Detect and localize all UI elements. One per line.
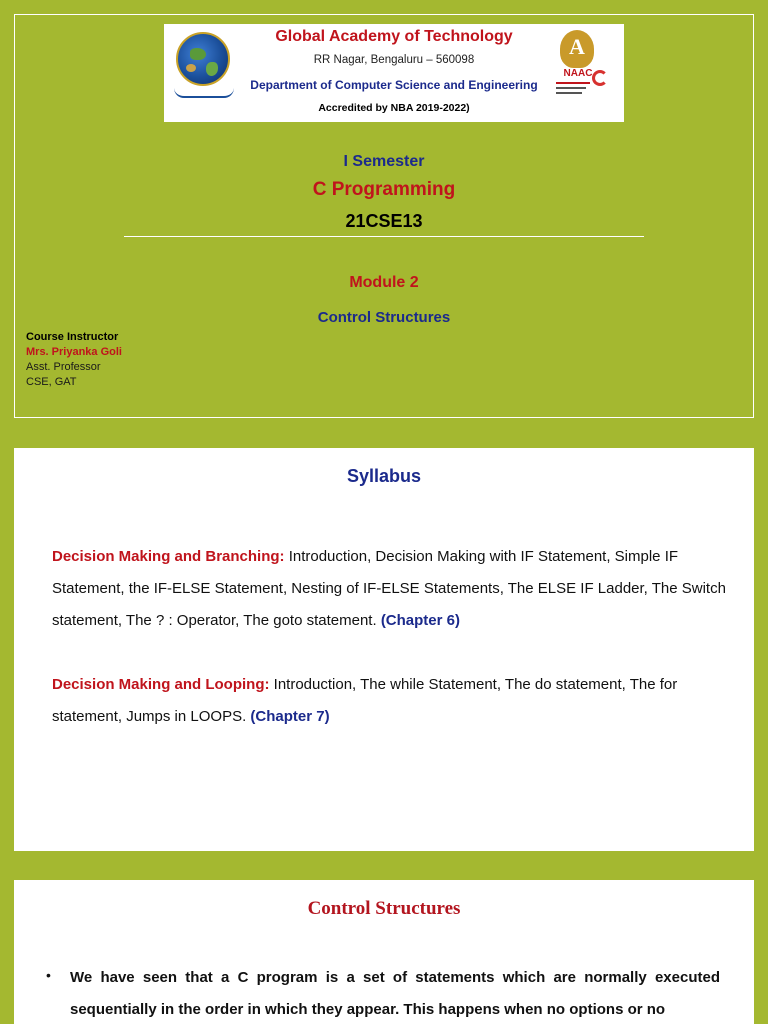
syllabus-paragraph-looping — [52, 669, 732, 733]
course-name: C Programming — [312, 179, 456, 200]
paragraph-body: Introduction, The while Statement, The do statement, The for statement, Jumps in LOOPS. — [52, 676, 678, 725]
title-slide — [0, 0, 768, 432]
syllabus-slide — [0, 448, 768, 866]
chapter-ref: (Chapter 7) — [250, 708, 330, 725]
instructor-designation: Asst. Professor — [26, 361, 101, 373]
instructor-heading: Course Instructor — [26, 331, 119, 343]
naac-badge-icon — [554, 30, 616, 112]
paragraph-lead: Decision Making and Looping: — [52, 676, 270, 693]
accreditation-note: Accredited by NBA 2019-2022) — [318, 102, 470, 114]
naac-label: NAAC — [563, 68, 593, 79]
semester-label: I Semester — [343, 153, 425, 170]
module-label: Module 2 — [349, 274, 419, 291]
bullet-text: We have seen that a C program is a set of statements which are normally executed sequentially in the order in which they appear. This happens when no options or no — [70, 969, 720, 1018]
slide-separator — [0, 432, 768, 448]
instructor-block — [26, 330, 122, 390]
chapter-ref: (Chapter 6) — [380, 612, 460, 629]
naac-grade: A — [569, 34, 585, 59]
control-structures-card — [14, 880, 754, 1024]
title-divider — [124, 236, 644, 237]
bullet-icon: • — [46, 967, 51, 983]
paragraph-lead: Decision Making and Branching: — [52, 548, 285, 565]
department-name: Department of Computer Science and Engineering — [250, 78, 538, 92]
paragraph-body: Introduction, Decision Making with IF Statement, Simple IF Statement, the IF-ELSE Statement, Nesting of IF-ELSE Statements, The ELSE IF Ladder, The Switch statement, The ? : Operator, The goto statement. — [52, 548, 726, 629]
module-title: Control Structures — [317, 309, 451, 326]
control-structures-slide — [0, 880, 768, 1024]
syllabus-paragraph-branching — [52, 541, 732, 637]
syllabus-title: Syllabus — [346, 466, 422, 486]
instructor-name: Mrs. Priyanka Goli — [26, 346, 122, 358]
control-structures-title: Control Structures — [307, 898, 461, 919]
course-code: 21CSE13 — [345, 211, 423, 231]
institution-name: Global Academy of Technology — [275, 28, 513, 45]
institution-address: RR Nagar, Bengaluru – 560098 — [313, 54, 475, 66]
syllabus-card — [14, 448, 754, 851]
slide-separator — [0, 866, 768, 880]
instructor-affiliation: CSE, GAT — [26, 376, 77, 388]
institution-banner — [164, 24, 624, 122]
